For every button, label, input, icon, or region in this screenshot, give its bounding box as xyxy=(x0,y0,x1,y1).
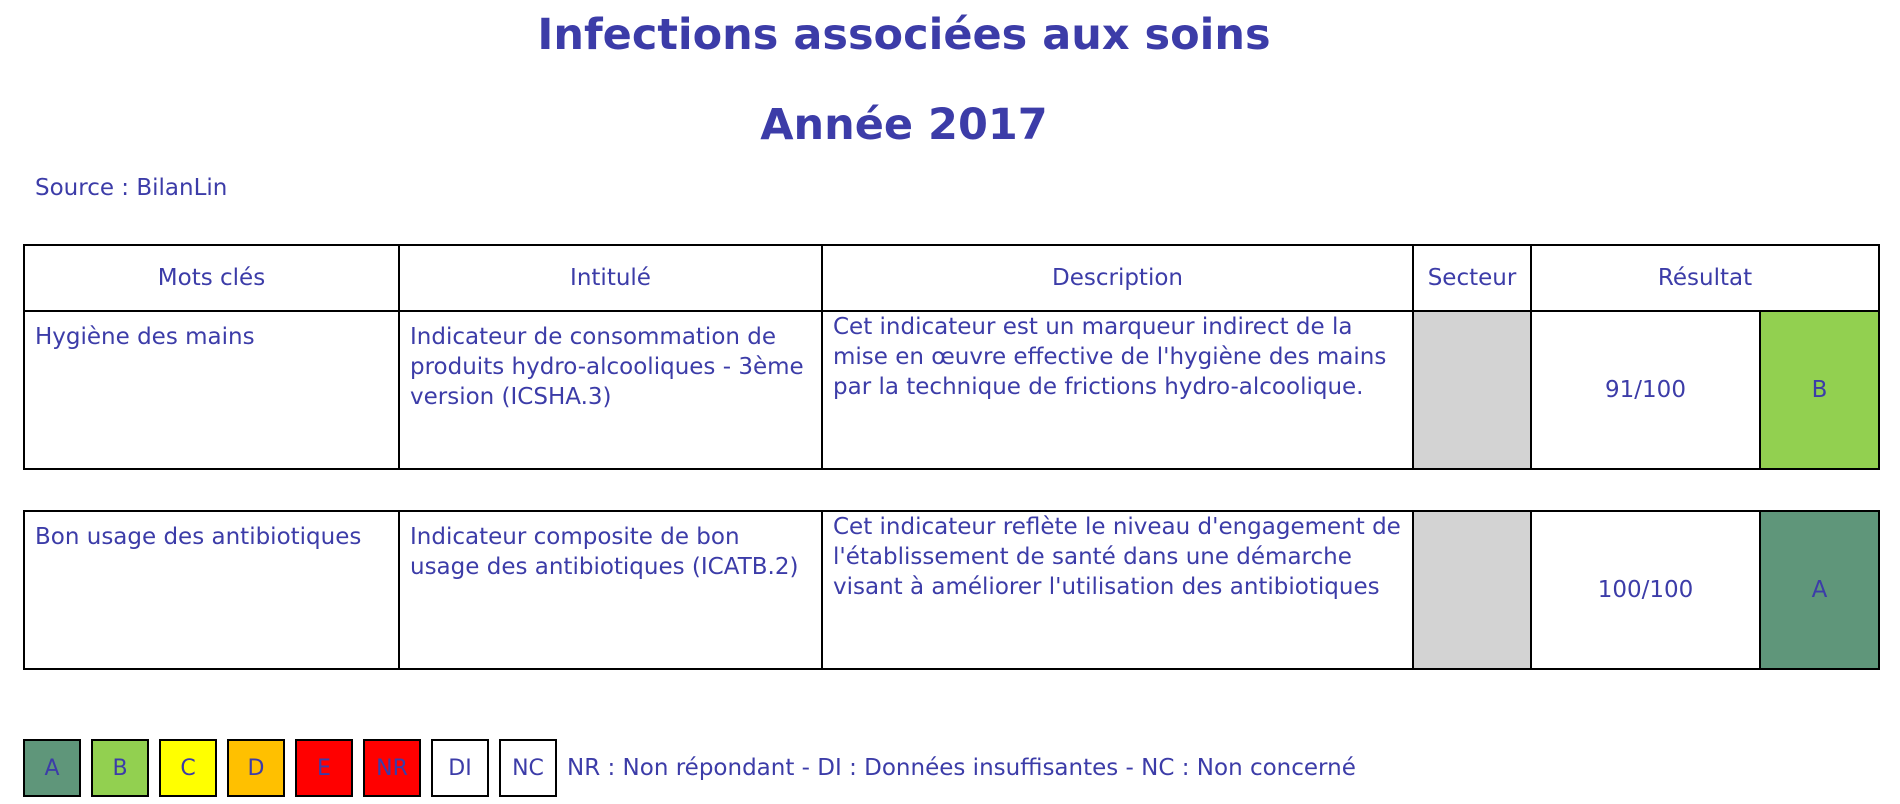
row-score: 91/100 xyxy=(1531,311,1760,469)
legend-swatch-d: D xyxy=(227,739,285,797)
legend-swatch-e: E xyxy=(295,739,353,797)
legend-note: NR : Non répondant - DI : Données insuffisantes - NC : Non concerné xyxy=(567,755,1356,781)
grade-legend xyxy=(23,738,1356,798)
row-description: Cet indicateur reflète le niveau d'engagement de l'établissement de santé dans une démarche visant à améliorer l'utilisation des antibiotiques xyxy=(822,511,1413,669)
row-mots-cles: Bon usage des antibiotiques xyxy=(24,511,399,669)
legend-swatch-di: DI xyxy=(431,739,489,797)
legend-swatch-c: C xyxy=(159,739,217,797)
row-secteur xyxy=(1413,511,1531,669)
table-row xyxy=(24,511,1879,669)
row-intitule: Indicateur composite de bon usage des antibiotiques (ICATB.2) xyxy=(399,511,822,669)
row-grade-badge: B xyxy=(1760,311,1879,469)
row-grade-badge: A xyxy=(1760,511,1879,669)
header-intitule: Intitulé xyxy=(399,245,822,311)
header-description: Description xyxy=(822,245,1413,311)
row-mots-cles: Hygiène des mains xyxy=(24,311,399,469)
legend-swatch-nr: NR xyxy=(363,739,421,797)
header-secteur: Secteur xyxy=(1413,245,1531,311)
legend-swatch-a: A xyxy=(23,739,81,797)
header-resultat: Résultat xyxy=(1531,245,1879,311)
row-score: 100/100 xyxy=(1531,511,1760,669)
table-header-row xyxy=(24,245,1879,311)
source-label: Source : BilanLin xyxy=(35,175,228,201)
row-secteur xyxy=(1413,311,1531,469)
indicator-table xyxy=(23,244,1880,470)
legend-swatch-b: B xyxy=(91,739,149,797)
legend-swatch-nc: NC xyxy=(499,739,557,797)
row-intitule: Indicateur de consommation de produits hydro-alcooliques - 3ème version (ICSHA.3) xyxy=(399,311,822,469)
row-description: Cet indicateur est un marqueur indirect de la mise en œuvre effective de l'hygiène des mains par la technique de frictions hydro-alcoolique. xyxy=(822,311,1413,469)
header-mots-cles: Mots clés xyxy=(24,245,399,311)
page-title: Infections associées aux soins xyxy=(537,10,1271,60)
page-subtitle: Année 2017 xyxy=(760,100,1048,150)
table-row xyxy=(24,311,1879,469)
indicator-table xyxy=(23,510,1880,670)
